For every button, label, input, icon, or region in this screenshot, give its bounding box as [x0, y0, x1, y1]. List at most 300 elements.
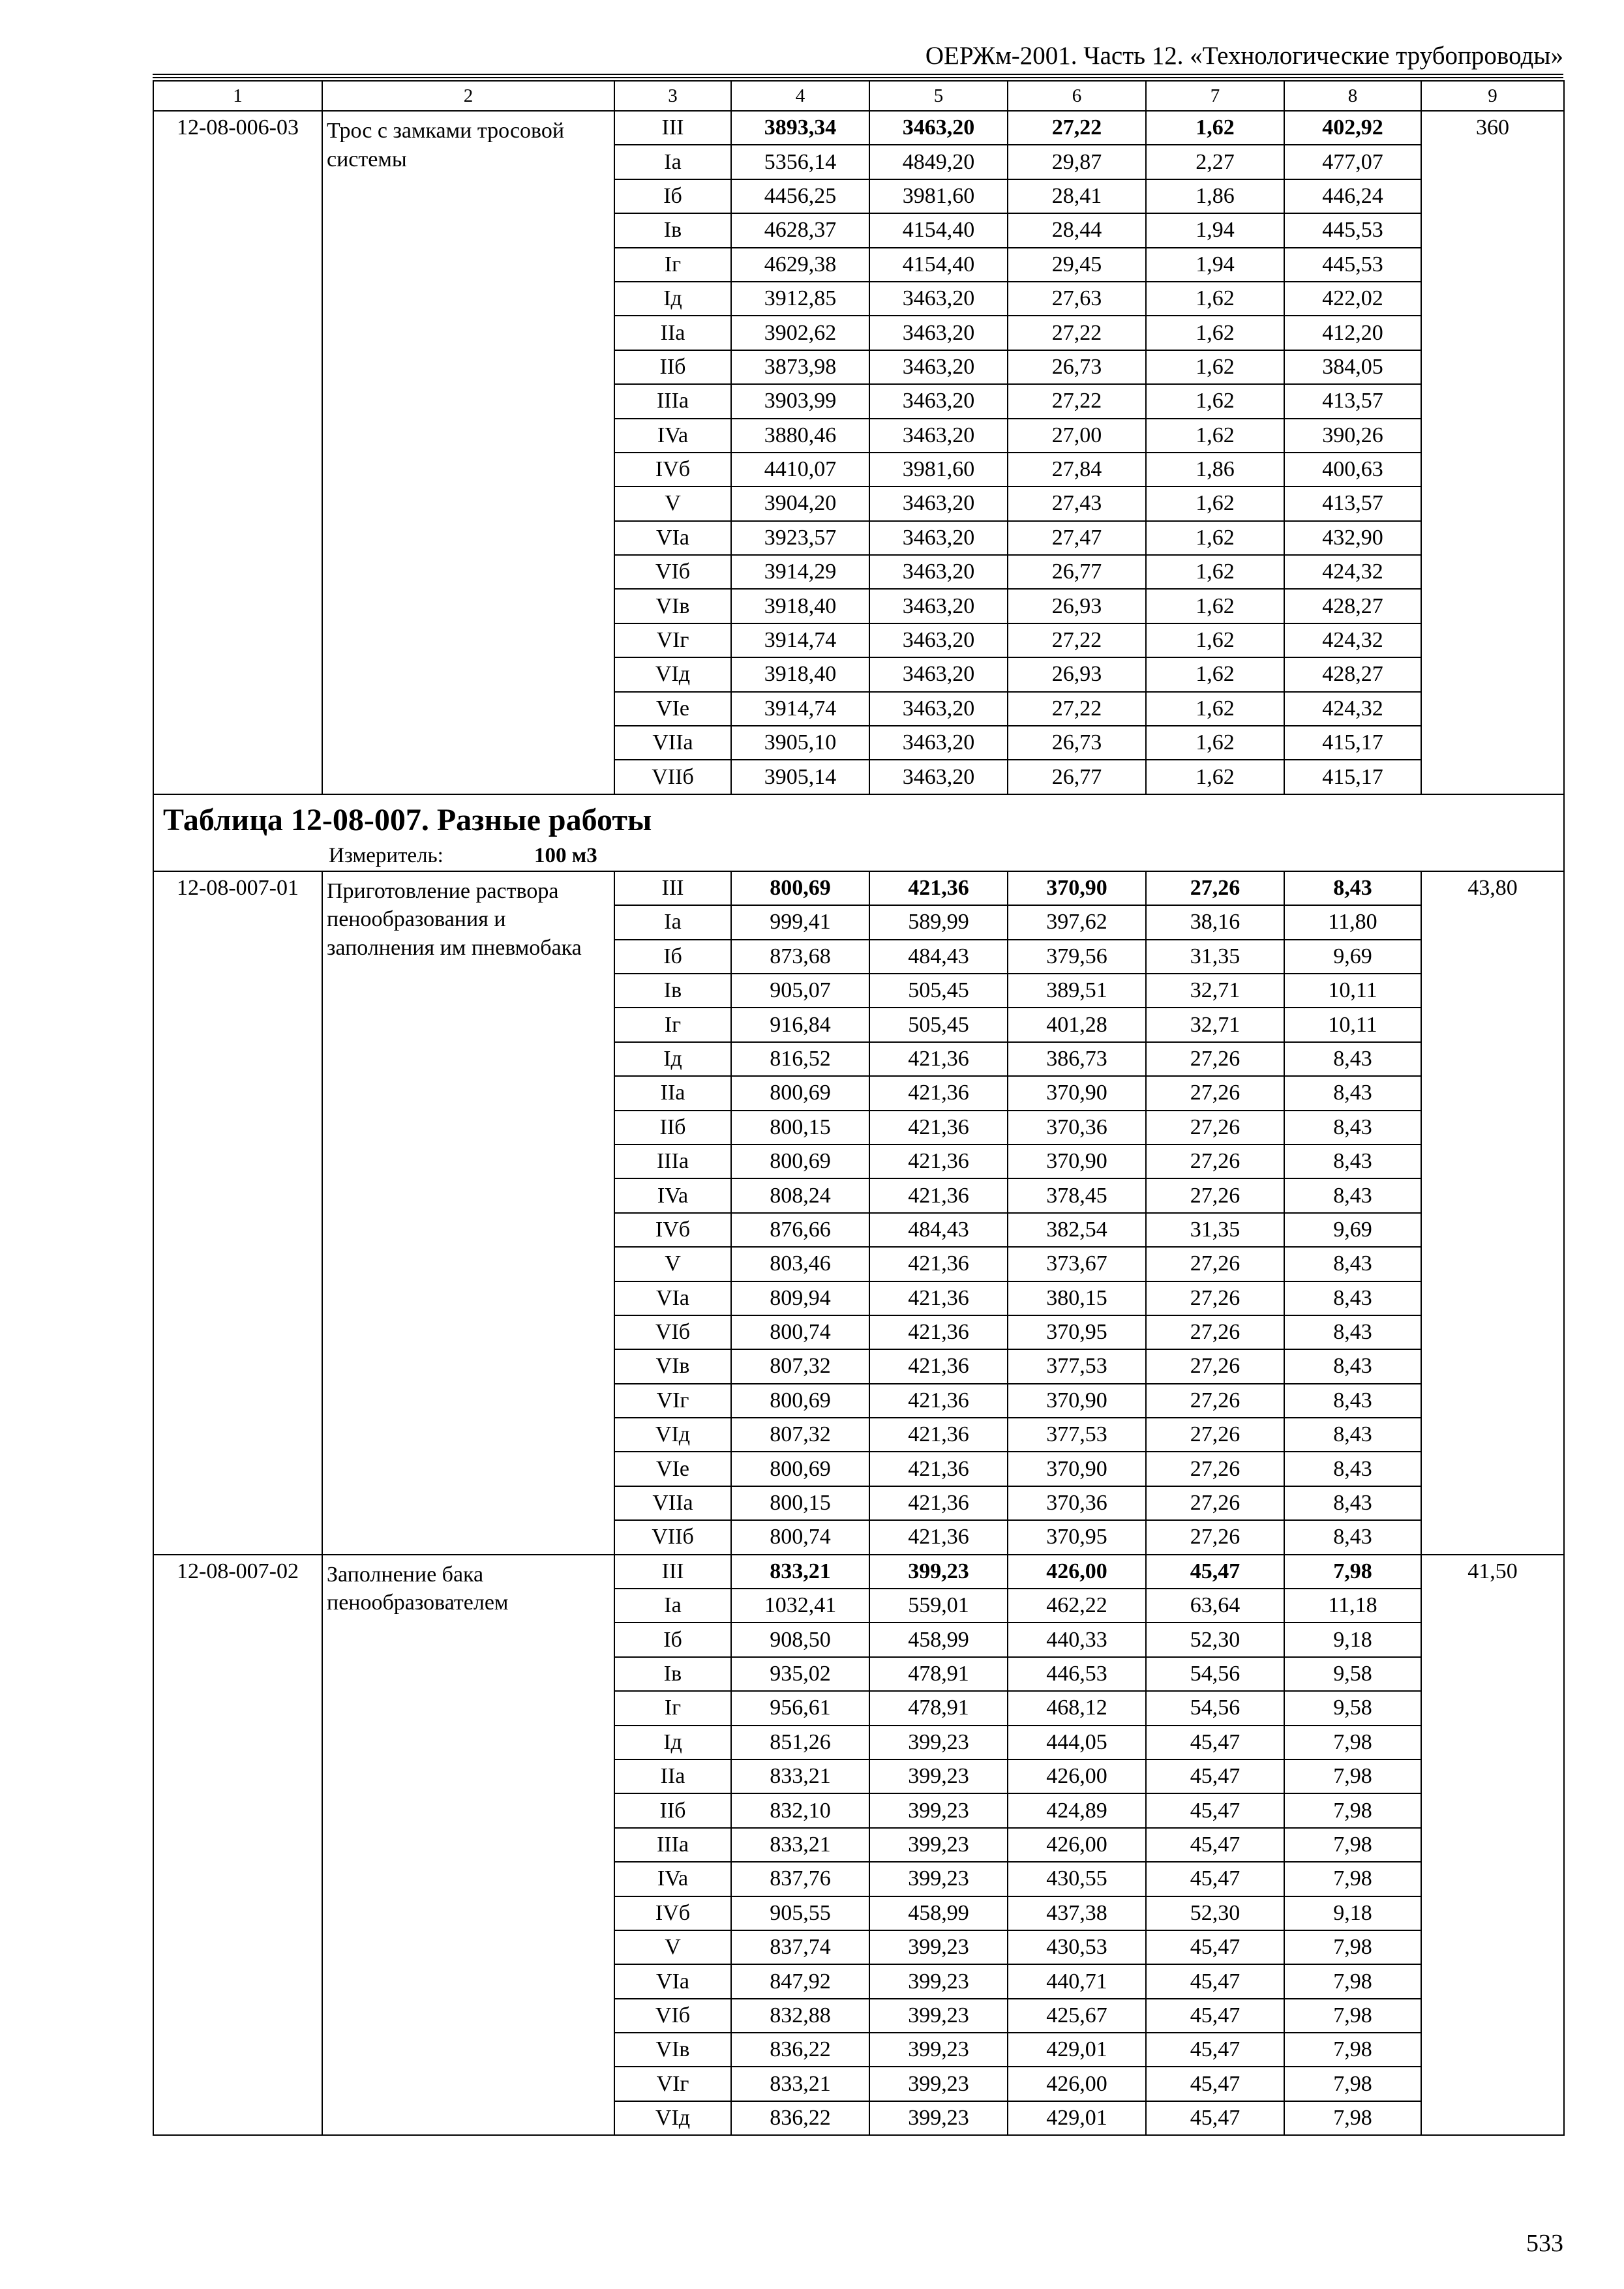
- value-cell: 63,64: [1146, 1589, 1284, 1623]
- zone-cell: VIa: [614, 1964, 731, 1998]
- value-cell: 429,01: [1008, 2101, 1146, 2135]
- value-cell: 32,71: [1146, 1008, 1284, 1041]
- value-cell: 3463,20: [869, 316, 1008, 350]
- value-cell: 29,87: [1008, 145, 1146, 179]
- value-cell: 370,90: [1008, 1452, 1146, 1486]
- value-cell: 415,17: [1284, 726, 1421, 760]
- value-cell: 27,22: [1008, 692, 1146, 726]
- value-cell: 45,47: [1146, 1793, 1284, 1827]
- value-cell: 27,84: [1008, 453, 1146, 486]
- zone-cell: Iг: [614, 248, 731, 282]
- zone-cell: VIг: [614, 2067, 731, 2101]
- value-cell: 7,98: [1284, 2033, 1421, 2067]
- value-cell: 378,45: [1008, 1178, 1146, 1212]
- table-row: [153, 871, 1564, 905]
- zone-cell: Iд: [614, 1726, 731, 1759]
- value-cell: 45,47: [1146, 1964, 1284, 1998]
- value-cell: 832,88: [731, 1999, 869, 2033]
- column-number: 1: [153, 81, 322, 111]
- value-cell: 833,21: [731, 2067, 869, 2101]
- value-cell: 1,62: [1146, 623, 1284, 657]
- value-cell: 424,32: [1284, 623, 1421, 657]
- value-cell: 3463,20: [869, 760, 1008, 794]
- value-cell: 27,63: [1008, 282, 1146, 316]
- item-code: 12-08-007-01: [153, 871, 322, 1555]
- zone-cell: IVб: [614, 1896, 731, 1930]
- value-cell: 421,36: [869, 1418, 1008, 1452]
- zone-cell: VIIa: [614, 1486, 731, 1520]
- value-cell: 38,16: [1146, 905, 1284, 939]
- value-cell: 1,62: [1146, 316, 1284, 350]
- value-cell: 1,94: [1146, 248, 1284, 282]
- value-cell: 4628,37: [731, 213, 869, 247]
- value-cell: 424,32: [1284, 555, 1421, 589]
- value-cell: 45,47: [1146, 1862, 1284, 1896]
- value-cell: 1032,41: [731, 1589, 869, 1623]
- zone-cell: VIд: [614, 1418, 731, 1452]
- value-cell: 3463,20: [869, 282, 1008, 316]
- zone-cell: VIв: [614, 589, 731, 623]
- value-cell: 45,47: [1146, 2033, 1284, 2067]
- zone-cell: IIIa: [614, 384, 731, 418]
- value-cell: 3981,60: [869, 179, 1008, 213]
- value-cell: 52,30: [1146, 1896, 1284, 1930]
- value-cell: 27,26: [1146, 1384, 1284, 1418]
- value-cell: 370,36: [1008, 1111, 1146, 1144]
- value-cell: 3463,20: [869, 692, 1008, 726]
- value-cell: 10,11: [1284, 974, 1421, 1008]
- table-title: Таблица 12-08-007. Разные работы: [163, 802, 652, 837]
- value-cell: 45,47: [1146, 1726, 1284, 1759]
- value-cell: 800,15: [731, 1111, 869, 1144]
- zone-cell: IVa: [614, 1862, 731, 1896]
- item-price: 360: [1421, 111, 1564, 794]
- value-cell: 26,73: [1008, 350, 1146, 384]
- value-cell: 800,69: [731, 1452, 869, 1486]
- value-cell: 1,62: [1146, 555, 1284, 589]
- value-cell: 373,67: [1008, 1247, 1146, 1281]
- value-cell: 27,26: [1146, 1486, 1284, 1520]
- value-cell: 905,07: [731, 974, 869, 1008]
- value-cell: 415,17: [1284, 760, 1421, 794]
- rates-table: [153, 80, 1565, 2136]
- zone-cell: VIб: [614, 1315, 731, 1349]
- value-cell: 428,27: [1284, 589, 1421, 623]
- zone-cell: VIе: [614, 692, 731, 726]
- value-cell: 421,36: [869, 1452, 1008, 1486]
- zone-cell: Iб: [614, 1623, 731, 1656]
- value-cell: 446,24: [1284, 179, 1421, 213]
- value-cell: 3903,99: [731, 384, 869, 418]
- value-cell: 26,77: [1008, 555, 1146, 589]
- value-cell: 421,36: [869, 1144, 1008, 1178]
- value-cell: 589,99: [869, 905, 1008, 939]
- value-cell: 3918,40: [731, 589, 869, 623]
- value-cell: 935,02: [731, 1657, 869, 1691]
- page-header: ОЕРЖм-2001. Часть 12. «Технологические трубопроводы»: [925, 42, 1563, 70]
- value-cell: 3463,20: [869, 521, 1008, 555]
- value-cell: 809,94: [731, 1281, 869, 1315]
- table-section-cell: [153, 794, 1564, 871]
- column-number-row: [153, 81, 1564, 111]
- value-cell: 833,21: [731, 1828, 869, 1862]
- value-cell: 426,00: [1008, 1759, 1146, 1793]
- item-description: Трос с замками тросовой системы: [322, 111, 614, 794]
- value-cell: 458,99: [869, 1896, 1008, 1930]
- value-cell: 370,90: [1008, 1384, 1146, 1418]
- value-cell: 399,23: [869, 1862, 1008, 1896]
- value-cell: 837,74: [731, 1930, 869, 1964]
- value-cell: 31,35: [1146, 1213, 1284, 1247]
- value-cell: 3463,20: [869, 111, 1008, 145]
- value-cell: 432,90: [1284, 521, 1421, 555]
- value-cell: 7,98: [1284, 1930, 1421, 1964]
- value-cell: 412,20: [1284, 316, 1421, 350]
- item-code: 12-08-007-02: [153, 1555, 322, 2136]
- value-cell: 421,36: [869, 1520, 1008, 1554]
- column-number: 9: [1421, 81, 1564, 111]
- value-cell: 3463,20: [869, 555, 1008, 589]
- zone-cell: VIб: [614, 555, 731, 589]
- zone-cell: VIв: [614, 2033, 731, 2067]
- value-cell: 3463,20: [869, 657, 1008, 691]
- value-cell: 27,47: [1008, 521, 1146, 555]
- value-cell: 9,18: [1284, 1623, 1421, 1656]
- value-cell: 800,69: [731, 1076, 869, 1110]
- value-cell: 45,47: [1146, 1759, 1284, 1793]
- value-cell: 399,23: [869, 1555, 1008, 1589]
- value-cell: 3918,40: [731, 657, 869, 691]
- value-cell: 27,22: [1008, 384, 1146, 418]
- value-cell: 399,23: [869, 1999, 1008, 2033]
- zone-cell: IVa: [614, 419, 731, 453]
- value-cell: 462,22: [1008, 1589, 1146, 1623]
- value-cell: 399,23: [869, 2101, 1008, 2135]
- value-cell: 1,86: [1146, 179, 1284, 213]
- value-cell: 45,47: [1146, 2067, 1284, 2101]
- value-cell: 3463,20: [869, 350, 1008, 384]
- zone-cell: Ia: [614, 905, 731, 939]
- value-cell: 401,28: [1008, 1008, 1146, 1041]
- value-cell: 833,21: [731, 1555, 869, 1589]
- value-cell: 402,92: [1284, 111, 1421, 145]
- value-cell: 1,62: [1146, 589, 1284, 623]
- value-cell: 437,38: [1008, 1896, 1146, 1930]
- value-cell: 7,98: [1284, 1999, 1421, 2033]
- value-cell: 807,32: [731, 1349, 869, 1383]
- value-cell: 7,98: [1284, 1964, 1421, 1998]
- zone-cell: VIIa: [614, 726, 731, 760]
- value-cell: 3463,20: [869, 589, 1008, 623]
- value-cell: 4456,25: [731, 179, 869, 213]
- value-cell: 380,15: [1008, 1281, 1146, 1315]
- value-cell: 9,58: [1284, 1691, 1421, 1725]
- value-cell: 905,55: [731, 1896, 869, 1930]
- value-cell: 399,23: [869, 1930, 1008, 1964]
- table-row: [153, 1555, 1564, 1589]
- zone-cell: Ia: [614, 1589, 731, 1623]
- value-cell: 3463,20: [869, 623, 1008, 657]
- zone-cell: IVб: [614, 1213, 731, 1247]
- zone-cell: III: [614, 1555, 731, 1589]
- value-cell: 800,69: [731, 871, 869, 905]
- zone-cell: VIв: [614, 1349, 731, 1383]
- value-cell: 399,23: [869, 1828, 1008, 1862]
- value-cell: 9,58: [1284, 1657, 1421, 1691]
- value-cell: 31,35: [1146, 940, 1284, 974]
- value-cell: 426,00: [1008, 1555, 1146, 1589]
- value-cell: 27,26: [1146, 1520, 1284, 1554]
- value-cell: 1,62: [1146, 726, 1284, 760]
- value-cell: 421,36: [869, 1384, 1008, 1418]
- table-section-row: [153, 794, 1564, 871]
- value-cell: 425,67: [1008, 1999, 1146, 2033]
- value-cell: 800,74: [731, 1520, 869, 1554]
- zone-cell: Iг: [614, 1008, 731, 1041]
- value-cell: 505,45: [869, 974, 1008, 1008]
- page-number: 533: [1526, 2230, 1563, 2257]
- value-cell: 3914,74: [731, 623, 869, 657]
- value-cell: 800,69: [731, 1384, 869, 1418]
- value-cell: 1,62: [1146, 350, 1284, 384]
- unit-row: [154, 841, 1563, 871]
- value-cell: 27,26: [1146, 1247, 1284, 1281]
- value-cell: 484,43: [869, 940, 1008, 974]
- value-cell: 27,26: [1146, 1076, 1284, 1110]
- value-cell: 45,47: [1146, 2101, 1284, 2135]
- value-cell: 3463,20: [869, 384, 1008, 418]
- value-cell: 440,33: [1008, 1623, 1146, 1656]
- zone-cell: Iв: [614, 213, 731, 247]
- value-cell: 45,47: [1146, 1999, 1284, 2033]
- value-cell: 916,84: [731, 1008, 869, 1041]
- zone-cell: Iв: [614, 1657, 731, 1691]
- zone-cell: VIa: [614, 1281, 731, 1315]
- value-cell: 3463,20: [869, 486, 1008, 520]
- value-cell: 27,26: [1146, 1281, 1284, 1315]
- column-number: 2: [322, 81, 614, 111]
- value-cell: 3981,60: [869, 453, 1008, 486]
- value-cell: 440,71: [1008, 1964, 1146, 1998]
- value-cell: 8,43: [1284, 1315, 1421, 1349]
- value-cell: 505,45: [869, 1008, 1008, 1041]
- value-cell: 430,55: [1008, 1862, 1146, 1896]
- value-cell: 832,10: [731, 1793, 869, 1827]
- value-cell: 413,57: [1284, 384, 1421, 418]
- value-cell: 7,98: [1284, 1793, 1421, 1827]
- value-cell: 851,26: [731, 1726, 869, 1759]
- value-cell: 11,18: [1284, 1589, 1421, 1623]
- value-cell: 807,32: [731, 1418, 869, 1452]
- value-cell: 429,01: [1008, 2033, 1146, 2067]
- zone-cell: IIIa: [614, 1828, 731, 1862]
- zone-cell: VIIб: [614, 1520, 731, 1554]
- zone-cell: IIa: [614, 1759, 731, 1793]
- value-cell: 3914,74: [731, 692, 869, 726]
- zone-cell: V: [614, 1247, 731, 1281]
- value-cell: 559,01: [869, 1589, 1008, 1623]
- value-cell: 5356,14: [731, 145, 869, 179]
- value-cell: 8,43: [1284, 1281, 1421, 1315]
- value-cell: 1,62: [1146, 692, 1284, 726]
- value-cell: 3904,20: [731, 486, 869, 520]
- value-cell: 377,53: [1008, 1349, 1146, 1383]
- value-cell: 45,47: [1146, 1930, 1284, 1964]
- value-cell: 430,53: [1008, 1930, 1146, 1964]
- value-cell: 478,91: [869, 1691, 1008, 1725]
- item-price: 43,80: [1421, 871, 1564, 1555]
- zone-cell: V: [614, 1930, 731, 1964]
- value-cell: 956,61: [731, 1691, 869, 1725]
- value-cell: 32,71: [1146, 974, 1284, 1008]
- zone-cell: Iв: [614, 974, 731, 1008]
- value-cell: 399,23: [869, 1793, 1008, 1827]
- value-cell: 370,90: [1008, 871, 1146, 905]
- value-cell: 27,22: [1008, 316, 1146, 350]
- value-cell: 836,22: [731, 2101, 869, 2135]
- value-cell: 9,69: [1284, 1213, 1421, 1247]
- value-cell: 8,43: [1284, 1384, 1421, 1418]
- column-number: 7: [1146, 81, 1284, 111]
- value-cell: 1,62: [1146, 521, 1284, 555]
- value-cell: 4154,40: [869, 248, 1008, 282]
- value-cell: 426,00: [1008, 1828, 1146, 1862]
- zone-cell: Ia: [614, 145, 731, 179]
- value-cell: 3880,46: [731, 419, 869, 453]
- value-cell: 1,62: [1146, 282, 1284, 316]
- value-cell: 999,41: [731, 905, 869, 939]
- value-cell: 7,98: [1284, 1759, 1421, 1793]
- value-cell: 413,57: [1284, 486, 1421, 520]
- value-cell: 1,94: [1146, 213, 1284, 247]
- value-cell: 426,00: [1008, 2067, 1146, 2101]
- value-cell: 400,63: [1284, 453, 1421, 486]
- item-code: 12-08-006-03: [153, 111, 322, 794]
- zone-cell: IVa: [614, 1178, 731, 1212]
- value-cell: 468,12: [1008, 1691, 1146, 1725]
- value-cell: 27,00: [1008, 419, 1146, 453]
- value-cell: 4849,20: [869, 145, 1008, 179]
- value-cell: 808,24: [731, 1178, 869, 1212]
- value-cell: 27,26: [1146, 1315, 1284, 1349]
- value-cell: 370,95: [1008, 1315, 1146, 1349]
- zone-cell: VIг: [614, 1384, 731, 1418]
- value-cell: 421,36: [869, 1042, 1008, 1076]
- zone-cell: IIб: [614, 350, 731, 384]
- value-cell: 445,53: [1284, 248, 1421, 282]
- value-cell: 1,62: [1146, 111, 1284, 145]
- value-cell: 8,43: [1284, 1042, 1421, 1076]
- value-cell: 3914,29: [731, 555, 869, 589]
- header-rule: [153, 74, 1563, 78]
- value-cell: 3905,10: [731, 726, 869, 760]
- value-cell: 8,43: [1284, 1076, 1421, 1110]
- zone-cell: VIг: [614, 623, 731, 657]
- zone-cell: Iд: [614, 282, 731, 316]
- value-cell: 3905,14: [731, 760, 869, 794]
- value-cell: 397,62: [1008, 905, 1146, 939]
- value-cell: 9,69: [1284, 940, 1421, 974]
- value-cell: 26,73: [1008, 726, 1146, 760]
- zone-cell: IIa: [614, 1076, 731, 1110]
- value-cell: 422,02: [1284, 282, 1421, 316]
- value-cell: 8,43: [1284, 1111, 1421, 1144]
- value-cell: 7,98: [1284, 1726, 1421, 1759]
- zone-cell: IVб: [614, 453, 731, 486]
- value-cell: 876,66: [731, 1213, 869, 1247]
- value-cell: 27,22: [1008, 111, 1146, 145]
- unit-value: 100 м3: [534, 843, 597, 867]
- value-cell: 370,36: [1008, 1486, 1146, 1520]
- value-cell: 424,89: [1008, 1793, 1146, 1827]
- zone-cell: IIб: [614, 1793, 731, 1827]
- value-cell: 27,26: [1146, 1349, 1284, 1383]
- value-cell: 377,53: [1008, 1418, 1146, 1452]
- value-cell: 7,98: [1284, 1555, 1421, 1589]
- value-cell: 382,54: [1008, 1213, 1146, 1247]
- value-cell: 379,56: [1008, 940, 1146, 974]
- zone-cell: V: [614, 486, 731, 520]
- zone-cell: Iб: [614, 940, 731, 974]
- value-cell: 45,47: [1146, 1555, 1284, 1589]
- value-cell: 27,22: [1008, 623, 1146, 657]
- value-cell: 847,92: [731, 1964, 869, 1998]
- zone-cell: Iб: [614, 179, 731, 213]
- value-cell: 389,51: [1008, 974, 1146, 1008]
- value-cell: 1,62: [1146, 657, 1284, 691]
- value-cell: 8,43: [1284, 871, 1421, 905]
- table-row: [153, 111, 1564, 145]
- value-cell: 3902,62: [731, 316, 869, 350]
- value-cell: 478,91: [869, 1657, 1008, 1691]
- column-number: 3: [614, 81, 731, 111]
- value-cell: 8,43: [1284, 1520, 1421, 1554]
- value-cell: 873,68: [731, 940, 869, 974]
- value-cell: 7,98: [1284, 2101, 1421, 2135]
- value-cell: 390,26: [1284, 419, 1421, 453]
- value-cell: 837,76: [731, 1862, 869, 1896]
- value-cell: 421,36: [869, 1178, 1008, 1212]
- value-cell: 4410,07: [731, 453, 869, 486]
- value-cell: 2,27: [1146, 145, 1284, 179]
- value-cell: 370,90: [1008, 1144, 1146, 1178]
- value-cell: 1,62: [1146, 760, 1284, 794]
- value-cell: 8,43: [1284, 1178, 1421, 1212]
- value-cell: 3893,34: [731, 111, 869, 145]
- column-number: 5: [869, 81, 1008, 111]
- value-cell: 424,32: [1284, 692, 1421, 726]
- value-cell: 399,23: [869, 1964, 1008, 1998]
- value-cell: 54,56: [1146, 1691, 1284, 1725]
- zone-cell: IIa: [614, 316, 731, 350]
- value-cell: 27,26: [1146, 1178, 1284, 1212]
- value-cell: 421,36: [869, 1281, 1008, 1315]
- value-cell: 3463,20: [869, 419, 1008, 453]
- value-cell: 384,05: [1284, 350, 1421, 384]
- value-cell: 10,11: [1284, 1008, 1421, 1041]
- value-cell: 421,36: [869, 1247, 1008, 1281]
- value-cell: 3912,85: [731, 282, 869, 316]
- value-cell: 8,43: [1284, 1144, 1421, 1178]
- value-cell: 421,36: [869, 1315, 1008, 1349]
- column-number: 8: [1284, 81, 1421, 111]
- value-cell: 4154,40: [869, 213, 1008, 247]
- value-cell: 27,26: [1146, 1111, 1284, 1144]
- value-cell: 3463,20: [869, 726, 1008, 760]
- value-cell: 399,23: [869, 1759, 1008, 1793]
- zone-cell: III: [614, 111, 731, 145]
- value-cell: 477,07: [1284, 145, 1421, 179]
